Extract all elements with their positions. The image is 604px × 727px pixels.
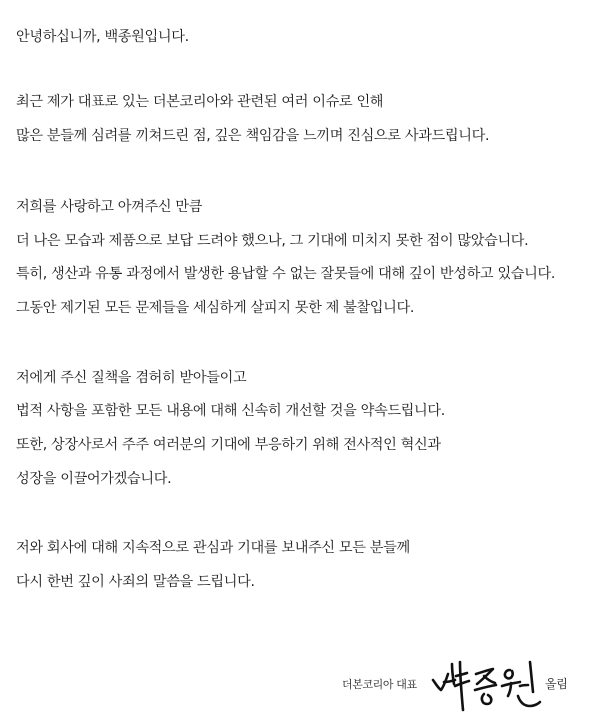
paragraph-line: 다시 한번 깊이 사죄의 말씀을 드립니다.	[16, 574, 255, 590]
paragraph-line: 성장을 이끌어가겠습니다.	[16, 471, 172, 487]
paragraph-line: 저에게 주신 질책을 겸허히 받아들이고	[16, 370, 247, 386]
paragraph-line: 많은 분들께 심려를 끼쳐드린 점, 깊은 책임감을 느끼며 진심으로 사과드립니다.	[16, 128, 490, 144]
paragraph-line: 그동안 제기된 모든 문제들을 세심하게 살피지 못한 제 불찰입니다.	[16, 300, 415, 316]
paragraph-line: 저와 회사에 대해 지속적으로 관심과 기대를 보내주신 모든 분들께	[16, 540, 410, 556]
company-title: 더본코리아 대표	[342, 678, 417, 691]
paragraph-line: 저희를 사랑하고 아껴주신 만큼	[16, 199, 203, 215]
closing-word: 올림	[545, 677, 568, 691]
paragraph-line: 최근 제가 대표로 있는 더본코리아와 관련된 여러 이슈로 인해	[16, 94, 384, 110]
paragraph-line: 법적 사항을 포함한 모든 내용에 대해 신속히 개선할 것을 약속드립니다.	[16, 403, 445, 419]
paragraph-line: 특히, 생산과 유통 과정에서 발생한 용납할 수 없는 잘못들에 대해 깊이 반성하고 있습니다.	[16, 266, 556, 282]
greeting: 안녕하십니까, 백종원입니다.	[16, 29, 189, 45]
paragraph-line: 더 나은 모습과 제품으로 보답 드려야 했으나, 그 기대에 미치지 못한 점이 많았습니다.	[16, 233, 529, 249]
handwritten-signature-icon	[430, 658, 545, 718]
paragraph-line: 또한, 상장사로서 주주 여러분의 기대에 부응하기 위해 전사적인 혁신과	[16, 437, 441, 453]
